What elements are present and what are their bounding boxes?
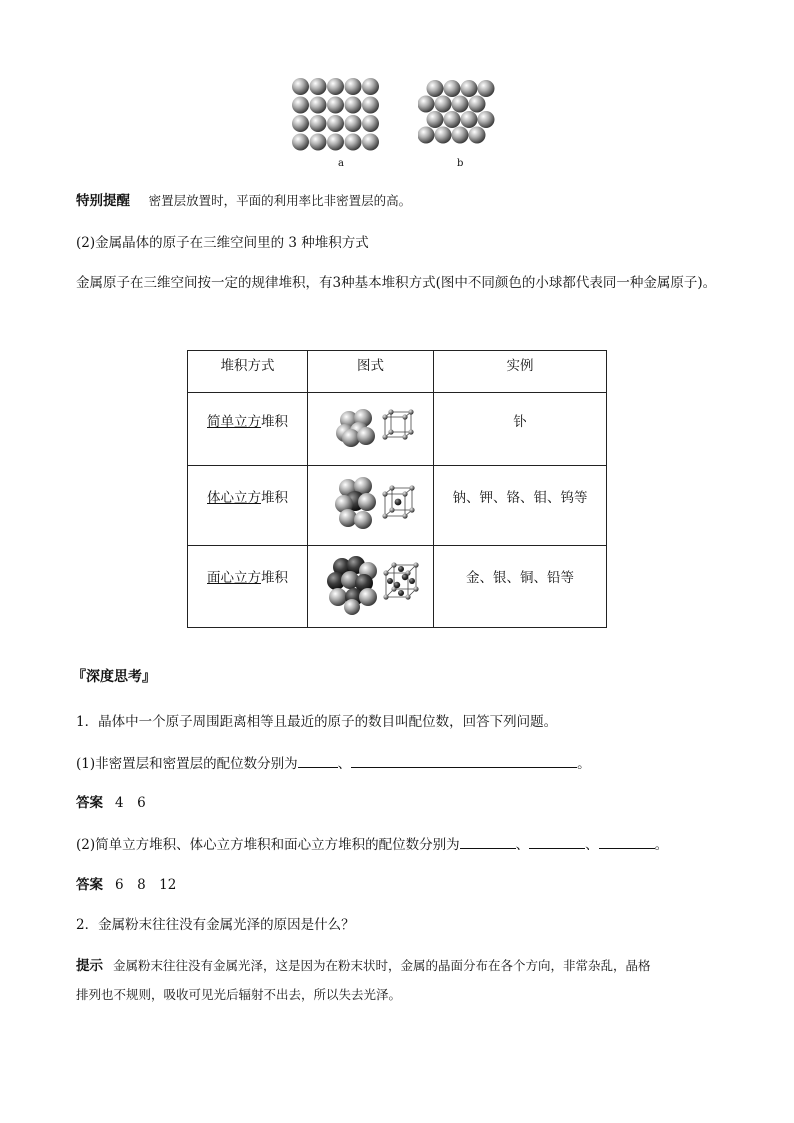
packing-method-suffix: 堆积 <box>261 490 288 506</box>
atom-sphere <box>461 111 478 128</box>
atom-sphere <box>327 115 344 132</box>
atom-sphere <box>345 134 362 151</box>
answer-blank[interactable] <box>351 755 577 768</box>
answer-1 <box>76 794 146 812</box>
atom-sphere <box>461 80 478 97</box>
atom-sphere <box>452 96 469 113</box>
atom-sphere <box>435 127 452 144</box>
table-row <box>188 393 607 466</box>
tip-text: 密置层放置时，平面的利用率比非密置层的高。 <box>148 193 412 208</box>
table-row <box>188 546 607 628</box>
packing-method-suffix: 堆积 <box>261 570 288 586</box>
simple-cubic-spheres <box>336 409 375 447</box>
atom-sphere <box>362 97 379 114</box>
atom-sphere <box>469 96 486 113</box>
packing-method-underlined: 体心立方 <box>207 490 261 506</box>
atom-sphere <box>292 97 309 114</box>
answer-text: 4 6 <box>115 795 146 811</box>
separator: 、 <box>585 837 599 853</box>
bracket-open: 『 <box>72 669 86 685</box>
close-packed-layer-figure <box>418 80 500 146</box>
atom-sphere <box>469 127 486 144</box>
question-text: (2)简单立方堆积、体心立方堆积和面心立方堆积的配位数分别为 <box>76 837 460 853</box>
answer-label: 答案 <box>76 877 103 893</box>
answer-label: 答案 <box>76 795 103 811</box>
packing-table <box>187 350 607 628</box>
atom-sphere <box>310 134 327 151</box>
separator: 、 <box>515 837 530 853</box>
atom-sphere <box>310 115 327 132</box>
atom-sphere <box>292 134 309 151</box>
atom-sphere <box>310 97 327 114</box>
answer-blank[interactable] <box>298 755 338 768</box>
atom-sphere <box>478 111 495 128</box>
atom-sphere <box>418 127 435 144</box>
question-1-part-1 <box>76 755 591 773</box>
packing-method-underlined: 简单立方 <box>207 414 261 430</box>
table-header-cell: 图式 <box>308 351 434 393</box>
hint-paragraph <box>76 957 651 975</box>
hint-text-line-2: 排列也不规则，吸收可见光后辐射不出去，所以失去光泽。 <box>76 987 402 1002</box>
non-close-packed-layer-figure <box>292 78 382 153</box>
face-centered-cubic-figure <box>316 553 426 617</box>
atom-sphere <box>327 134 344 151</box>
packing-method-suffix: 堆积 <box>261 414 288 430</box>
atom-sphere <box>478 80 495 97</box>
example-cell: 钋 <box>434 393 607 466</box>
figure-a-label: a <box>338 158 344 169</box>
question-2: 2．金属粉末往往没有金属光泽的原因是什么？ <box>76 917 355 933</box>
atom-sphere <box>362 134 379 151</box>
section-title: (2)金属晶体的原子在三维空间里的 3 种堆积方式 <box>76 235 369 251</box>
table-row <box>188 466 607 546</box>
atom-sphere <box>292 115 309 132</box>
atom-sphere <box>292 78 309 95</box>
body-centered-cubic-figure <box>321 474 421 534</box>
bcc-spheres <box>335 477 376 529</box>
atom-sphere <box>362 78 379 95</box>
atom-sphere <box>310 78 327 95</box>
section-intro: 金属原子在三维空间按一定的规律堆积，有3种基本堆积方式(图中不同颜色的小球都代表同一种金属原子)。 <box>76 275 717 291</box>
atom-sphere <box>452 127 469 144</box>
atom-sphere <box>345 115 362 132</box>
deep-thinking-title: 深度思考 <box>86 669 142 685</box>
atom-sphere <box>427 111 444 128</box>
deep-thinking-heading <box>72 668 156 686</box>
answer-blank[interactable] <box>460 836 516 849</box>
atom-sphere <box>327 78 344 95</box>
question-text: (1)非密置层和密置层的配位数分别为 <box>76 756 298 772</box>
question-1-part-2 <box>76 836 668 854</box>
hint-label: 提示 <box>76 958 103 974</box>
atom-sphere <box>345 97 362 114</box>
answer-text: 6 8 12 <box>115 877 177 893</box>
hint-text-line-1: 金属粉末往往没有金属光泽，这是因为在粉末状时，金属的晶面分布在各个方向，非常杂乱，晶格 <box>113 958 651 973</box>
table-header-cell: 堆积方式 <box>188 351 308 393</box>
atom-sphere <box>345 78 362 95</box>
period: 。 <box>654 837 669 853</box>
answer-2 <box>76 876 176 894</box>
atom-sphere <box>444 80 461 97</box>
atom-sphere <box>362 115 379 132</box>
answer-blank[interactable] <box>529 836 585 849</box>
example-cell: 金、银、铜、铅等 <box>434 546 607 628</box>
fcc-spheres <box>327 556 377 615</box>
bracket-close: 』 <box>142 669 156 685</box>
period: 。 <box>577 756 591 772</box>
table-header-cell: 实例 <box>434 351 607 393</box>
packing-method-cell <box>188 546 308 628</box>
answer-blank[interactable] <box>599 836 655 849</box>
question-1: 1．晶体中一个原子周围距离相等且最近的原子的数目叫配位数，回答下列问题。 <box>76 714 558 730</box>
packing-method-cell <box>188 466 308 546</box>
atom-sphere <box>427 80 444 97</box>
tip-paragraph <box>76 192 411 210</box>
packing-method-underlined: 面心立方 <box>207 570 261 586</box>
table-header-row <box>188 351 607 393</box>
separator: 、 <box>337 756 352 772</box>
tip-label: 特别提醒 <box>76 193 130 209</box>
simple-cubic-figure <box>321 402 421 452</box>
packing-figure-cell <box>308 393 434 466</box>
atom-sphere <box>435 96 452 113</box>
packing-figure-cell <box>308 546 434 628</box>
packing-figure-cell <box>308 466 434 546</box>
atom-sphere <box>327 97 344 114</box>
atom-sphere <box>418 96 435 113</box>
atom-sphere <box>444 111 461 128</box>
figure-b-label: b <box>457 158 464 169</box>
example-cell: 钠、钾、铬、钼、钨等 <box>434 466 607 546</box>
packing-method-cell <box>188 393 308 466</box>
